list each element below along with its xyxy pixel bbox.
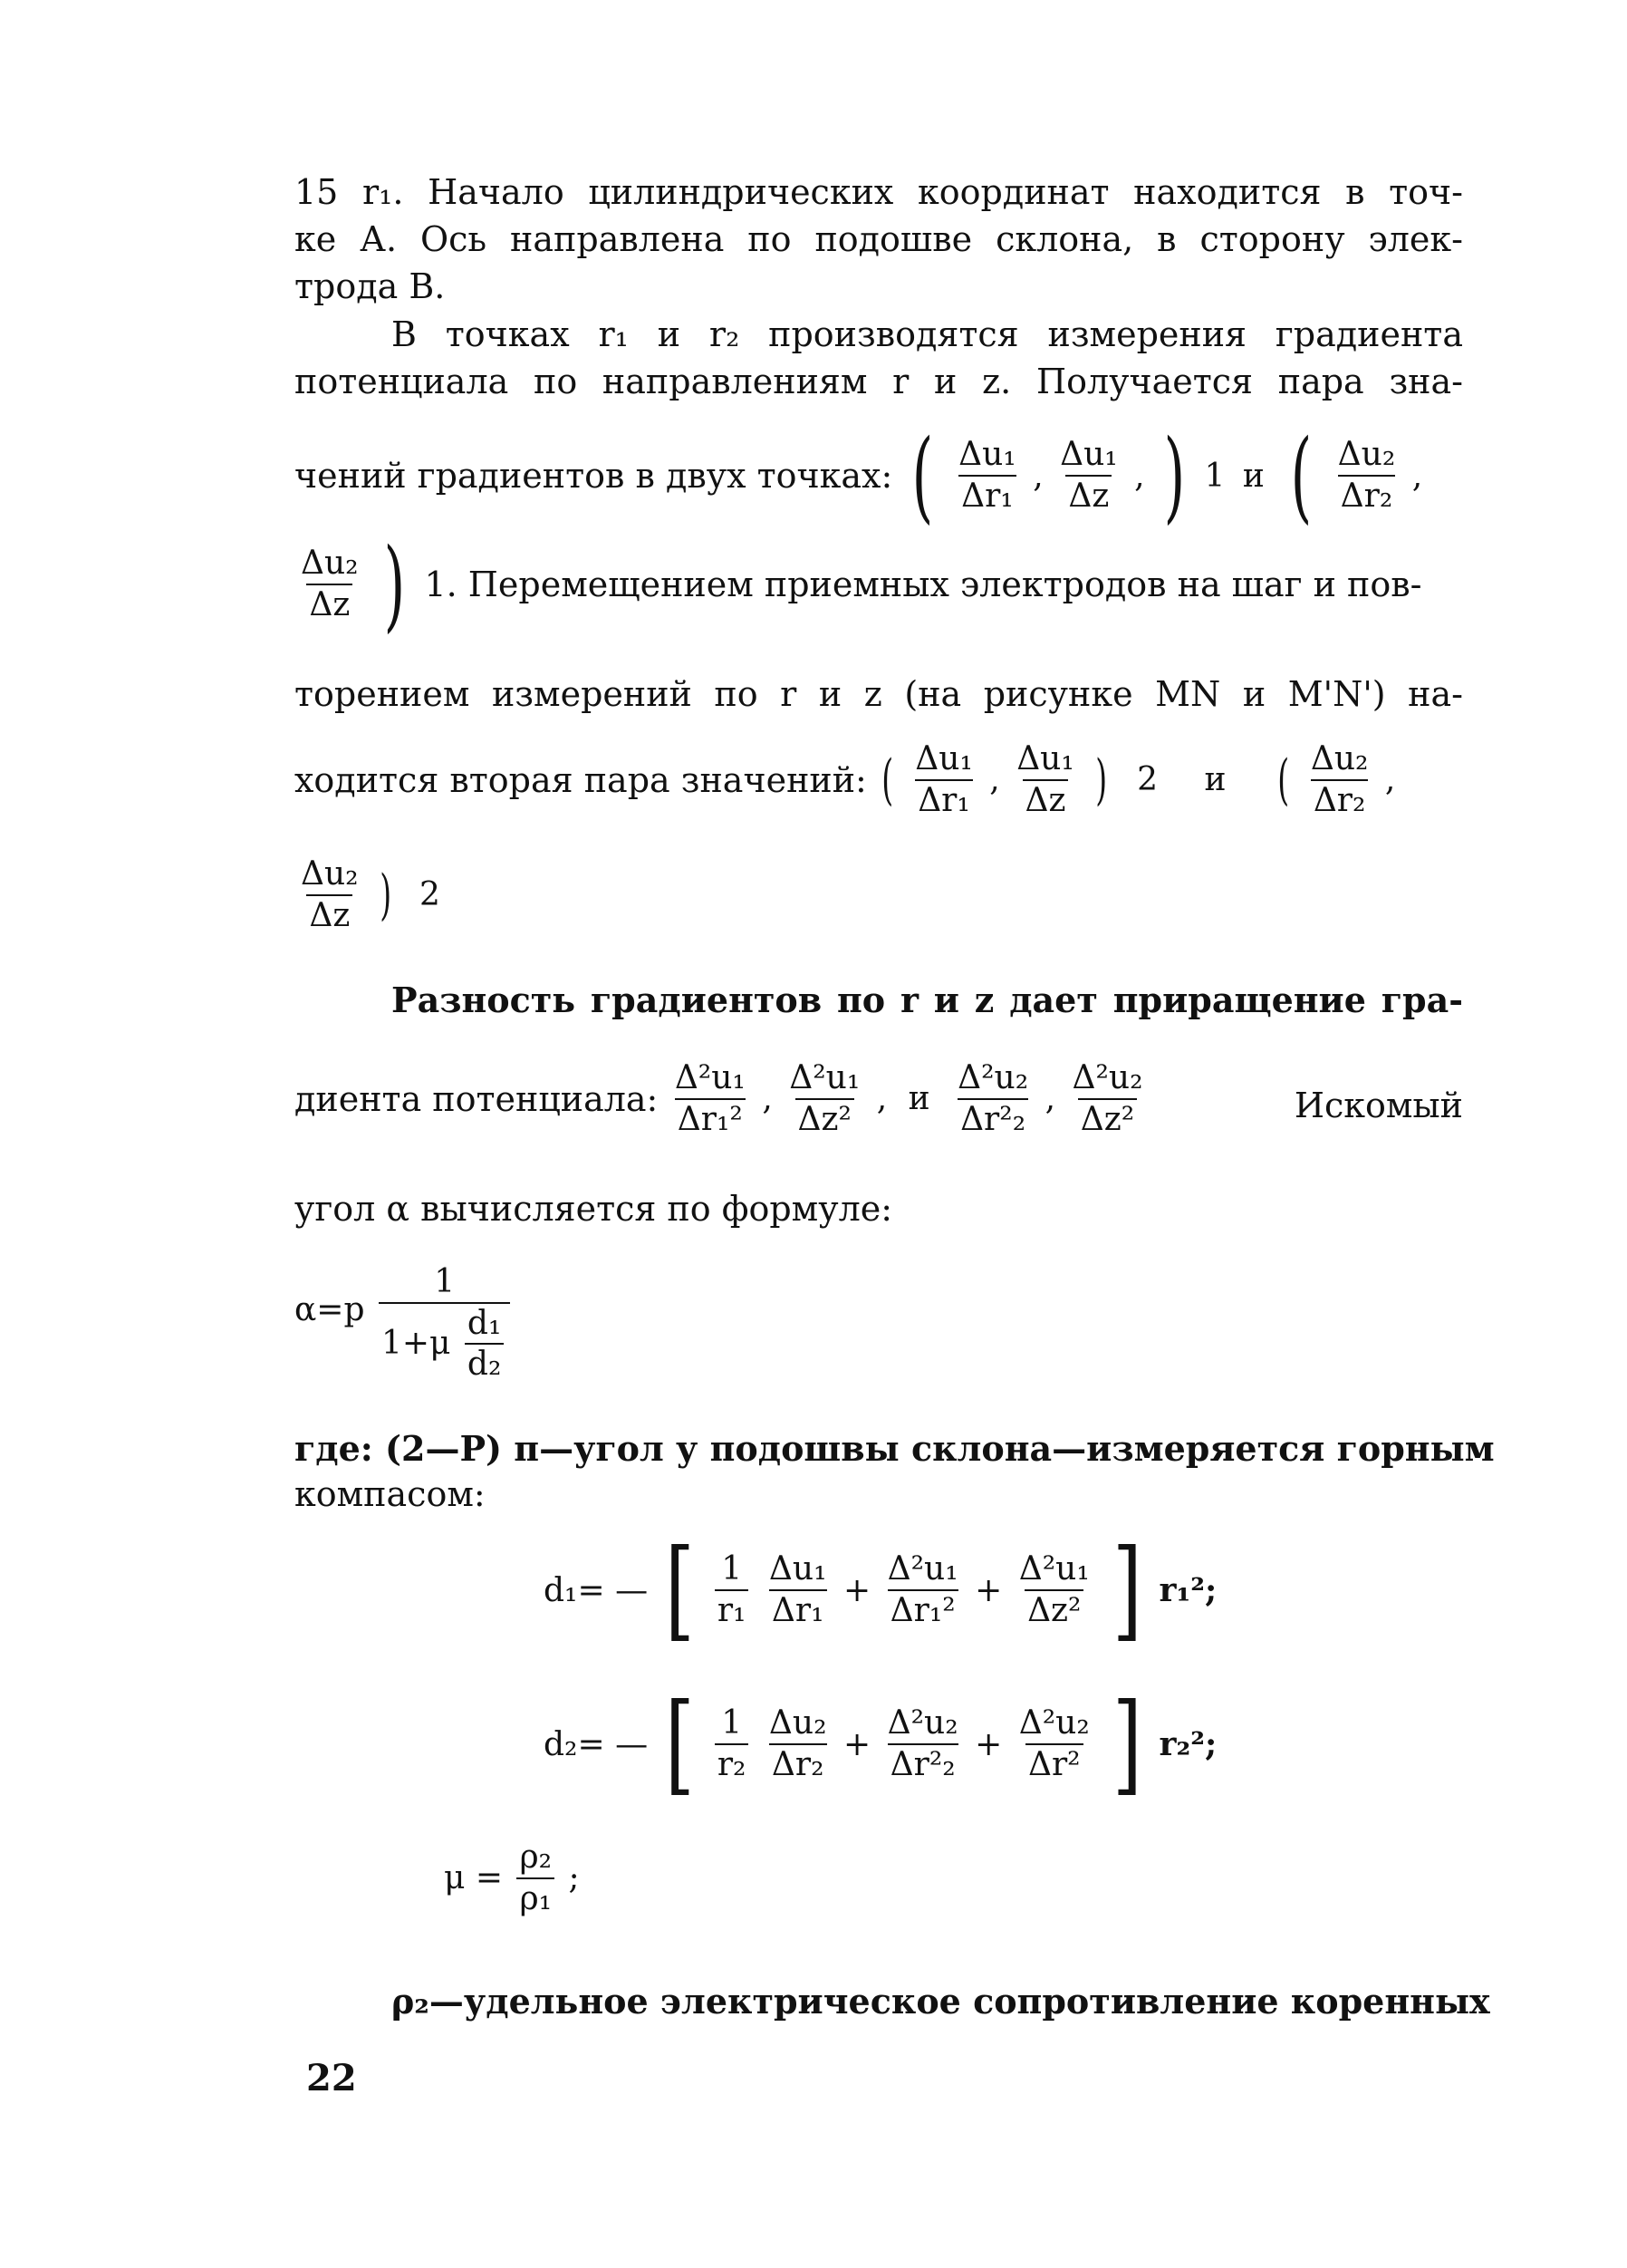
- denominator: Δr₁: [958, 475, 1016, 515]
- close-paren: ): [380, 863, 392, 927]
- fraction: [766, 1705, 830, 1782]
- numerator: 1: [434, 1263, 456, 1300]
- numerator: Δu₁: [1016, 740, 1074, 777]
- fraction: [1016, 1705, 1093, 1782]
- numerator: Δ²u₁: [789, 1059, 861, 1096]
- open-paren: (: [881, 748, 894, 812]
- fraction: [912, 741, 976, 818]
- alpha-formula: [294, 1264, 514, 1383]
- numerator: Δu₁: [1060, 436, 1118, 474]
- text-run: диента потенциала:: [294, 1078, 659, 1119]
- conjunction: и: [908, 1080, 930, 1118]
- denominator-text: 1+μ: [380, 1325, 451, 1363]
- fraction: [1069, 1060, 1145, 1137]
- text-run: Искомый: [1294, 1086, 1463, 1125]
- numerator: 1: [721, 1704, 743, 1742]
- denominator: Δz²: [795, 1098, 854, 1138]
- comma: ,: [1134, 457, 1145, 495]
- comma: ,: [989, 761, 1000, 799]
- plus-sign: +: [843, 1725, 871, 1763]
- fraction: [465, 1306, 504, 1383]
- denominator: ρ₁: [516, 1877, 554, 1917]
- numerator: Δu₂: [768, 1704, 827, 1742]
- numerator: d₁: [467, 1304, 502, 1342]
- close-paren: ): [383, 526, 406, 642]
- denominator: Δz: [306, 584, 352, 623]
- fraction: [1335, 437, 1399, 514]
- text-run: 1. Перемещением приемных электродов на шаг и пов-: [424, 565, 1422, 604]
- comma: ,: [1033, 457, 1044, 495]
- plus-sign: +: [975, 1571, 1003, 1609]
- denominator: Δr₁²: [675, 1098, 746, 1138]
- open-bracket: [: [664, 1681, 695, 1807]
- fraction: [1308, 741, 1372, 818]
- denominator: Δr₁: [769, 1589, 827, 1629]
- close-paren: ): [1095, 748, 1108, 812]
- set-index: 2: [1137, 761, 1159, 799]
- close-bracket: ]: [1112, 1681, 1143, 1807]
- numerator: 1: [721, 1550, 743, 1588]
- formula-tail: r₁²;: [1159, 1571, 1218, 1609]
- gradient-pair-2-end-line: [294, 856, 440, 933]
- denominator: Δr₂: [1311, 779, 1369, 819]
- fraction: [715, 1705, 749, 1782]
- comma: ,: [1045, 1080, 1056, 1118]
- numerator: Δ²u₂: [1018, 1704, 1090, 1742]
- comma: ,: [762, 1080, 773, 1118]
- text-line: ке А. Ось направлена по подошве склона, в сторону элек-: [294, 219, 1463, 259]
- comma: ,: [876, 1080, 888, 1118]
- comma: ,: [1384, 761, 1396, 799]
- fraction: [885, 1705, 961, 1782]
- gradient-pair-2-line: [294, 741, 1395, 818]
- formula-lhs: d₂= —: [544, 1725, 649, 1763]
- denominator: Δr₂: [1338, 475, 1396, 515]
- plus-sign: +: [843, 1571, 871, 1609]
- numerator: Δ²u₁: [1018, 1550, 1090, 1588]
- denominator: Δz²: [1078, 1098, 1137, 1138]
- numerator: Δu₁: [915, 740, 973, 777]
- numerator: Δ²u₂: [1072, 1059, 1143, 1096]
- close-bracket: ]: [1112, 1527, 1143, 1653]
- fraction: [298, 856, 361, 933]
- text-line: торением измерений по r и z (на рисунке MN и M'N') на-: [294, 674, 1463, 714]
- numerator: Δu₁: [958, 436, 1016, 474]
- open-bracket: [: [664, 1527, 695, 1653]
- fraction: [1016, 1551, 1093, 1628]
- formula-lhs: d₁= —: [544, 1571, 649, 1609]
- set-index: 1: [1204, 457, 1226, 495]
- numerator: Δu₂: [301, 545, 359, 583]
- numerator: ρ₂: [519, 1839, 553, 1876]
- fraction: [885, 1551, 961, 1628]
- open-paren: (: [1290, 418, 1313, 534]
- open-paren: (: [1277, 748, 1290, 812]
- denominator: Δr₁²: [888, 1589, 958, 1629]
- text-run: чений градиентов в двух точках:: [294, 456, 893, 496]
- numerator: Δu₂: [1310, 740, 1369, 777]
- denominator: r₂: [715, 1743, 749, 1783]
- page-number: 22: [306, 2057, 357, 2099]
- plus-sign: +: [975, 1725, 1003, 1763]
- fraction: [715, 1551, 749, 1628]
- numerator: Δ²u₂: [887, 1704, 958, 1742]
- gradient-pair-1-end-line: [294, 526, 1422, 642]
- denominator: Δr₁: [915, 779, 973, 819]
- conjunction: и: [1204, 761, 1227, 799]
- fraction: [1014, 741, 1077, 818]
- denominator: Δr²₂: [888, 1743, 958, 1783]
- denominator: [379, 1302, 510, 1383]
- numerator: Δu₂: [1337, 436, 1396, 474]
- text-run: ходится вторая пара значений:: [294, 759, 867, 800]
- text-line: В точках r₁ и r₂ производятся измерения градиента: [391, 314, 1463, 354]
- text-line: компасом:: [294, 1474, 486, 1514]
- d1-formula: [544, 1527, 1218, 1653]
- denominator: Δz²: [1025, 1589, 1083, 1629]
- fraction: [516, 1839, 554, 1916]
- numerator: Δ²u₁: [674, 1059, 746, 1096]
- fraction: [1057, 437, 1121, 514]
- denominator: Δr²₂: [958, 1098, 1028, 1138]
- denominator: r₁: [715, 1589, 749, 1629]
- denominator: d₂: [465, 1343, 504, 1383]
- text-line: потенциала по направлениям r и z. Получается пара зна-: [294, 362, 1463, 401]
- text-line: 15 r₁. Начало цилиндрических координат находится в точ-: [294, 172, 1463, 212]
- text-line: трода В.: [294, 266, 446, 306]
- fraction: [298, 545, 361, 622]
- fraction: [766, 1551, 830, 1628]
- denominator: Δz: [1023, 779, 1069, 819]
- fraction: [786, 1060, 862, 1137]
- numerator: Δu₁: [768, 1550, 827, 1588]
- formula-lhs: α=p: [294, 1291, 365, 1328]
- denominator: Δz: [306, 894, 352, 934]
- fraction: [956, 437, 1019, 514]
- set-index: 2: [419, 876, 440, 914]
- gradient-pair-1-line: [294, 418, 1423, 534]
- fraction: [379, 1264, 510, 1383]
- formula-lhs: μ =: [444, 1859, 504, 1897]
- denominator: Δr²: [1025, 1743, 1083, 1783]
- denominator: Δz: [1065, 475, 1112, 515]
- semicolon: ;: [568, 1859, 580, 1897]
- fraction: [672, 1060, 748, 1137]
- text-line: где: (2—P) π—угол у подошвы склона—измеряется горным: [294, 1428, 1495, 1469]
- conjunction: и: [1242, 457, 1265, 495]
- open-paren: (: [911, 418, 933, 534]
- formula-tail: r₂²;: [1159, 1725, 1218, 1763]
- increment-line: [294, 1060, 1463, 1137]
- numerator: Δ²u₂: [958, 1059, 1029, 1096]
- denominator: Δr₂: [769, 1743, 827, 1783]
- mu-formula: [444, 1839, 580, 1916]
- text-line: ρ₂—удельное электрическое сопротивление коренных: [391, 1981, 1490, 2022]
- close-paren: ): [1163, 418, 1186, 534]
- d2-formula: [544, 1681, 1218, 1807]
- fraction: [955, 1060, 1031, 1137]
- numerator: Δ²u₁: [887, 1550, 958, 1588]
- numerator: Δu₂: [301, 855, 359, 893]
- comma: ,: [1411, 457, 1423, 495]
- text-line: Разность градиентов по r и z дает приращение гра-: [391, 980, 1463, 1020]
- text-line: угол α вычисляется по формуле:: [294, 1189, 893, 1229]
